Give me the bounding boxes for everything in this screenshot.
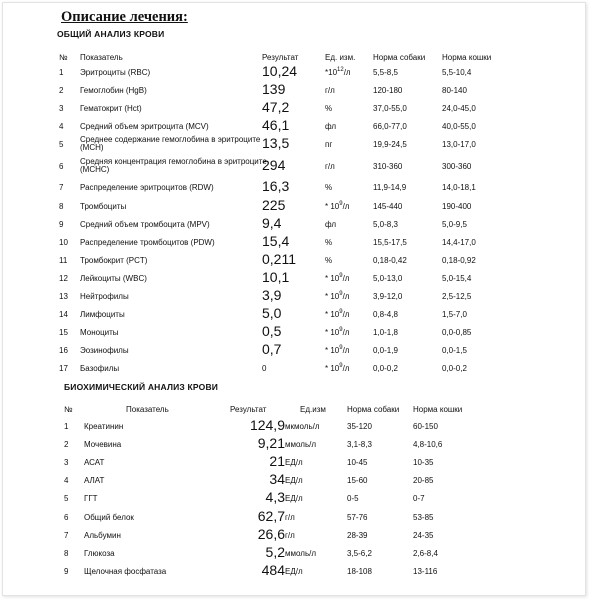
cbc-row-unit-suffix: /л <box>342 328 350 337</box>
cbc-row-unit <box>325 257 332 265</box>
cbc-row-unit-base: * 10 <box>325 292 340 301</box>
bio-header-unit: Ед.изм <box>300 405 326 414</box>
cbc-row-name: Лейкоциты (WBC) <box>80 274 147 283</box>
cbc-row-unit-suffix: /л <box>342 364 350 373</box>
bio-row-unit: мкмоль/л <box>285 422 320 431</box>
cbc-row-norm-dog: 5,0-13,0 <box>373 274 403 283</box>
bio-row-result: 34 <box>269 471 285 487</box>
cbc-row-norm-cat: 0,18-0,92 <box>442 256 476 265</box>
cbc-row-num: 16 <box>59 346 68 355</box>
cbc-row-name: Распределение тромбоцитов (PDW) <box>80 238 215 247</box>
cbc-row-norm-cat: 5,0-9,5 <box>442 220 467 229</box>
cbc-row-norm-cat: 24,0-45,0 <box>442 104 476 113</box>
bio-header-name: Показатель <box>126 405 169 414</box>
bio-row-norm-cat: 53-85 <box>413 513 434 522</box>
cbc-row-num: 17 <box>59 364 68 373</box>
document-title: Описание лечения: <box>61 9 188 25</box>
cbc-row-norm-cat: 1,5-7,0 <box>442 310 467 319</box>
bio-section-title: БИОХИМИЧЕСКИЙ АНАЛИЗ КРОВИ <box>64 382 219 392</box>
cbc-row-norm-dog: 0,18-0,42 <box>373 256 407 265</box>
bio-row-result: 5,2 <box>265 544 285 560</box>
cbc-row-norm-dog: 5,5-8,5 <box>373 68 398 77</box>
cbc-row-unit-suffix: /л <box>342 310 350 319</box>
cbc-row-result: 16,3 <box>262 178 290 194</box>
cbc-row-result: 294 <box>262 157 286 173</box>
bio-row-norm-dog: 18-108 <box>347 567 372 576</box>
cbc-row-norm-cat: 190-400 <box>442 202 472 211</box>
cbc-row-unit-base: % <box>325 256 333 265</box>
cbc-row-name: Средний объем тромбоцита (MPV) <box>80 220 210 229</box>
cbc-row-unit-exponent: 9 <box>339 273 343 279</box>
cbc-row-result: 225 <box>262 197 286 213</box>
cbc-row-norm-dog: 37,0-55,0 <box>373 104 407 113</box>
cbc-row-unit <box>325 123 336 131</box>
bio-row-norm-dog: 57-76 <box>347 513 368 522</box>
cbc-row-norm-cat: 14,0-18,1 <box>442 183 476 192</box>
cbc-row-name: Нейтрофилы <box>80 292 129 301</box>
cbc-header-num: № <box>59 53 68 62</box>
cbc-row-norm-cat: 5,5-10,4 <box>442 68 472 77</box>
cbc-row-unit-exponent: 12 <box>337 67 344 73</box>
bio-row-name: Мочевина <box>84 440 122 449</box>
cbc-row-norm-cat: 300-360 <box>442 162 472 171</box>
cbc-row-result: 139 <box>262 81 286 97</box>
cbc-row-norm-dog: 120-180 <box>373 86 403 95</box>
bio-row-num: 1 <box>64 422 69 431</box>
cbc-row-unit <box>325 329 349 337</box>
cbc-row-norm-cat: 40,0-55,0 <box>442 122 476 131</box>
bio-row-result: 62,7 <box>257 508 285 524</box>
cbc-row-result: 15,4 <box>262 233 290 249</box>
bio-row-num: 5 <box>64 494 69 503</box>
bio-row-name: Щелочная фосфатаза <box>84 567 167 576</box>
document-page <box>2 2 586 596</box>
cbc-row-norm-cat: 0,0-0,2 <box>442 364 467 373</box>
cbc-section-title: ОБЩИЙ АНАЛИЗ КРОВИ <box>57 29 165 39</box>
cbc-row-unit-base: *10 <box>325 68 338 77</box>
bio-header-norm-cat: Норма кошки <box>413 405 463 414</box>
cbc-row-num: 10 <box>59 238 68 247</box>
bio-row-num: 2 <box>64 440 69 449</box>
bio-row-result: 4,3 <box>265 489 285 505</box>
cbc-row-norm-dog: 11,9-14,9 <box>373 183 407 192</box>
cbc-row-unit <box>325 163 335 171</box>
cbc-row-num: 8 <box>59 202 64 211</box>
bio-row-num: 8 <box>64 549 69 558</box>
cbc-row-unit <box>325 311 349 319</box>
cbc-row-unit-base: * 10 <box>325 202 340 211</box>
cbc-row-norm-dog: 15,5-17,5 <box>373 238 407 247</box>
cbc-header-name: Показатель <box>80 53 123 62</box>
cbc-row-norm-cat: 2,5-12,5 <box>442 292 472 301</box>
bio-row-name: Глюкоза <box>84 549 115 558</box>
bio-row-unit: ЕД/л <box>285 567 303 576</box>
cbc-row-unit-base: * 10 <box>325 274 340 283</box>
bio-row-name: АЛАТ <box>84 476 105 485</box>
cbc-row-norm-dog: 19,9-24,5 <box>373 140 407 149</box>
cbc-row-unit-suffix: /л <box>342 292 350 301</box>
bio-row-unit: ЕД/л <box>285 494 303 503</box>
cbc-row-result: 9,4 <box>262 215 282 231</box>
bio-row-num: 3 <box>64 458 69 467</box>
cbc-row-unit <box>325 347 349 355</box>
cbc-row-name: Гемоглобин (HgB) <box>80 86 147 95</box>
cbc-row-unit-base: фл <box>325 122 337 131</box>
cbc-row-norm-cat: 0,0-1,5 <box>442 346 467 355</box>
bio-row-norm-dog: 3,5-6,2 <box>347 549 372 558</box>
cbc-row-unit-base: пг <box>325 140 333 149</box>
cbc-row-num: 12 <box>59 274 68 283</box>
bio-row-norm-dog: 28-39 <box>347 531 368 540</box>
bio-row-unit: ммоль/л <box>285 440 316 449</box>
cbc-row-result: 3,9 <box>262 287 282 303</box>
bio-row-norm-dog: 10-45 <box>347 458 368 467</box>
bio-row-num: 7 <box>64 531 69 540</box>
cbc-row-result: 47,2 <box>262 99 290 115</box>
bio-row-num: 9 <box>64 567 69 576</box>
cbc-row-unit <box>325 184 332 192</box>
cbc-row-num: 9 <box>59 220 64 229</box>
cbc-row-num: 13 <box>59 292 68 301</box>
cbc-row-result: 0,7 <box>262 341 282 357</box>
cbc-row-unit-base: * 10 <box>325 364 340 373</box>
cbc-header-norm-cat: Норма кошки <box>442 53 492 62</box>
cbc-row-name: Среднее содержание гемоглобина в эритроците (MCH) <box>80 135 261 153</box>
bio-row-num: 4 <box>64 476 69 485</box>
cbc-row-name: Лимфоциты <box>80 310 125 319</box>
bio-row-norm-cat: 13-116 <box>413 567 438 576</box>
cbc-row-result: 0,5 <box>262 323 282 339</box>
cbc-row-norm-cat: 14,4-17,0 <box>442 238 476 247</box>
bio-row-norm-cat: 0-7 <box>413 494 425 503</box>
cbc-row-name: Гематокрит (Hct) <box>80 104 142 113</box>
bio-row-norm-cat: 60-150 <box>413 422 438 431</box>
cbc-row-norm-dog: 0,0-1,9 <box>373 346 398 355</box>
cbc-row-result: 13,5 <box>262 135 290 151</box>
cbc-row-name: Средняя концентрация гемоглобина в эритроците (MCHC) <box>80 157 267 175</box>
cbc-row-name: Средний объем эритроцита (MCV) <box>80 122 209 131</box>
cbc-row-norm-dog: 0,8-4,8 <box>373 310 398 319</box>
bio-row-result: 21 <box>269 453 285 469</box>
bio-row-unit: ммоль/л <box>285 549 316 558</box>
cbc-row-name: Тромбокрит (PCT) <box>80 256 148 265</box>
cbc-row-unit-base: % <box>325 183 333 192</box>
cbc-row-num: 4 <box>59 122 64 131</box>
cbc-row-norm-dog: 1,0-1,8 <box>373 328 398 337</box>
bio-row-name: Альбумин <box>84 531 121 540</box>
cbc-row-unit-exponent: 9 <box>339 309 343 315</box>
cbc-row-result: 5,0 <box>262 305 282 321</box>
cbc-row-norm-cat: 0,0-0,85 <box>442 328 472 337</box>
bio-row-result: 484 <box>261 562 285 578</box>
bio-row-norm-cat: 10-35 <box>413 458 434 467</box>
cbc-row-unit <box>325 293 349 301</box>
cbc-row-num: 7 <box>59 183 64 192</box>
cbc-row-unit-base: % <box>325 238 333 247</box>
bio-row-num: 6 <box>64 513 69 522</box>
cbc-row-num: 6 <box>59 162 64 171</box>
cbc-row-norm-cat: 5,0-15,4 <box>442 274 472 283</box>
bio-row-norm-cat: 4,8-10,6 <box>413 440 443 449</box>
cbc-row-norm-cat: 80-140 <box>442 86 467 95</box>
cbc-row-unit <box>325 141 332 149</box>
cbc-row-num: 11 <box>59 256 68 265</box>
cbc-row-name: Тромбоциты <box>80 202 127 211</box>
cbc-row-unit-exponent: 9 <box>339 201 343 207</box>
bio-row-name: АСАТ <box>84 458 105 467</box>
cbc-row-norm-dog: 66,0-77,0 <box>373 122 407 131</box>
bio-header-result: Результат <box>230 405 267 414</box>
cbc-row-unit <box>325 203 349 211</box>
cbc-row-unit-suffix: /л <box>342 202 350 211</box>
bio-row-result: 124,9 <box>249 417 285 433</box>
cbc-row-num: 3 <box>59 104 64 113</box>
cbc-row-name: Эозинофилы <box>80 346 129 355</box>
cbc-row-unit <box>325 69 351 77</box>
cbc-row-name: Базофилы <box>80 364 120 373</box>
bio-row-norm-dog: 0-5 <box>347 494 359 503</box>
cbc-row-name: Эритроциты (RBC) <box>80 68 151 77</box>
cbc-row-num: 14 <box>59 310 68 319</box>
cbc-header-norm-dog: Норма собаки <box>373 53 426 62</box>
cbc-row-num: 15 <box>59 328 68 337</box>
cbc-header-unit: Ед. изм. <box>325 53 356 62</box>
cbc-row-unit-suffix: /л <box>342 274 350 283</box>
cbc-row-unit <box>325 221 336 229</box>
cbc-row-unit-base: * 10 <box>325 346 340 355</box>
cbc-row-norm-cat: 13,0-17,0 <box>442 140 476 149</box>
cbc-row-unit-suffix: /л <box>342 346 350 355</box>
cbc-row-unit <box>325 365 349 373</box>
cbc-row-unit <box>325 239 332 247</box>
cbc-row-norm-dog: 145-440 <box>373 202 403 211</box>
cbc-row-norm-dog: 310-360 <box>373 162 403 171</box>
cbc-row-unit <box>325 105 332 113</box>
cbc-row-unit-base: * 10 <box>325 310 340 319</box>
bio-row-norm-dog: 15-60 <box>347 476 368 485</box>
cbc-row-norm-dog: 3,9-12,0 <box>373 292 403 301</box>
cbc-row-unit-base: г/л <box>325 86 335 95</box>
cbc-row-name: Распределение эритроцитов (RDW) <box>80 183 214 192</box>
bio-row-norm-dog: 3,1-8,3 <box>347 440 372 449</box>
bio-row-unit: ЕД/л <box>285 458 303 467</box>
bio-row-norm-cat: 2,6-8,4 <box>413 549 438 558</box>
bio-row-norm-dog: 35-120 <box>347 422 372 431</box>
cbc-row-result: 0,211 <box>262 251 296 267</box>
cbc-row-unit <box>325 275 349 283</box>
bio-row-norm-cat: 20-85 <box>413 476 434 485</box>
cbc-row-norm-dog: 5,0-8,3 <box>373 220 398 229</box>
cbc-row-norm-dog: 0,0-0,2 <box>373 364 398 373</box>
cbc-row-unit-suffix: /л <box>343 68 351 77</box>
bio-row-result: 26,6 <box>257 526 285 542</box>
cbc-row-unit <box>325 87 335 95</box>
cbc-row-result: 46,1 <box>262 117 290 133</box>
cbc-header-result: Результат <box>262 53 299 62</box>
cbc-row-name: Моноциты <box>80 328 119 337</box>
bio-row-result: 9,21 <box>257 435 285 451</box>
bio-row-norm-cat: 24-35 <box>413 531 434 540</box>
cbc-row-unit-base: фл <box>325 220 337 229</box>
bio-row-name: ГГТ <box>84 494 98 503</box>
cbc-row-unit-base: * 10 <box>325 328 340 337</box>
cbc-row-unit-exponent: 9 <box>339 345 343 351</box>
bio-row-unit: г/л <box>285 513 295 522</box>
cbc-row-num: 1 <box>59 68 64 77</box>
bio-header-norm-dog: Норма собаки <box>347 405 400 414</box>
bio-row-unit: ЕД/л <box>285 476 303 485</box>
cbc-row-num: 2 <box>59 86 64 95</box>
cbc-row-unit-base: г/л <box>325 162 335 171</box>
cbc-row-result: 10,1 <box>262 269 290 285</box>
cbc-row-unit-exponent: 9 <box>339 291 343 297</box>
bio-header-num: № <box>64 405 73 414</box>
cbc-row-result: 10,24 <box>262 63 298 79</box>
cbc-row-result: 0 <box>262 364 267 373</box>
bio-row-unit: г/л <box>285 531 295 540</box>
cbc-row-unit-base: % <box>325 104 333 113</box>
bio-row-name: Общий белок <box>84 513 134 522</box>
bio-row-name: Креатинин <box>84 422 124 431</box>
cbc-row-unit-exponent: 9 <box>339 327 343 333</box>
cbc-row-unit-exponent: 9 <box>339 363 343 369</box>
cbc-row-num: 5 <box>59 140 64 149</box>
